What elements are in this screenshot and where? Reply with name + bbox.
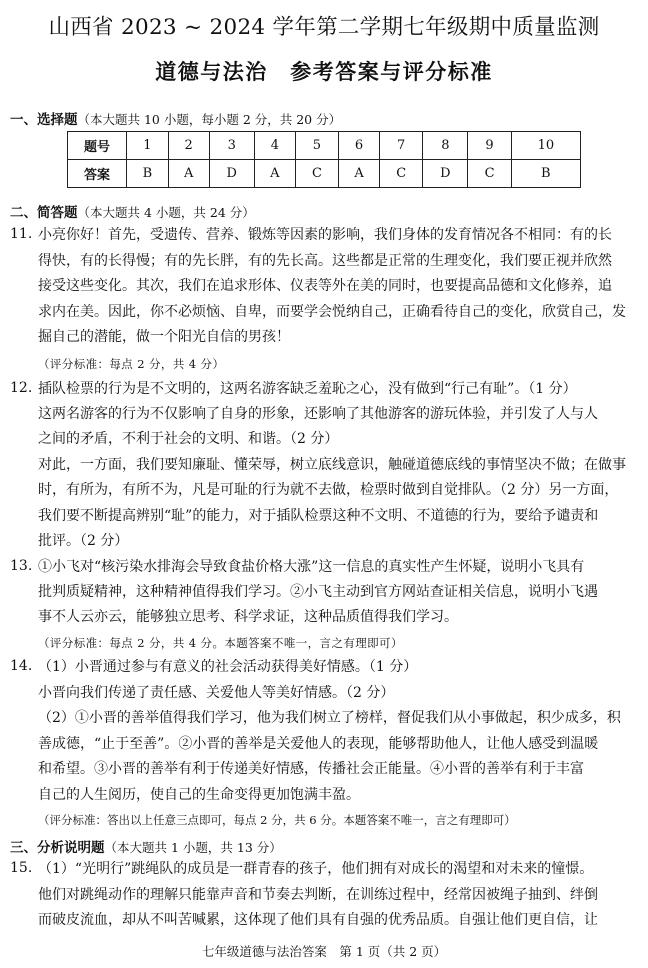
q14-line: 小晋向我们传递了责任感、关爱他人等美好情感。（2 分） [38, 685, 395, 701]
page-footer: 七年级道德与法治答案 第 1 页（共 2 页） [201, 944, 447, 959]
q13-criteria: （评分标准：每点 2 分，共 4 分。本题答案不唯一，言之有理即可） [38, 636, 403, 650]
q11-line: 掘自己的潜能，做一个阳光自信的男孩！ [38, 329, 290, 345]
question-12-number: 12. [10, 380, 33, 396]
answer-row [68, 160, 581, 188]
row-header-answer: 答案 [68, 160, 127, 188]
q11-line: 得快，有的长得慢；有的先长胖，有的先长高。这些都是正常的生理变化，我们要正视并欣然 [38, 253, 612, 269]
question-13-number: 13. [10, 558, 33, 574]
answer-cell: D [423, 160, 468, 188]
question-number-row [68, 132, 581, 160]
section-3-heading [10, 836, 282, 856]
answer-table [67, 131, 581, 188]
question-number-cell: 9 [468, 132, 511, 160]
q12-line: 时，有所为，有所不为，凡是可耻的行为就不去做，检票时做到自觉排队。（2 分）另一方面， [38, 482, 619, 498]
question-number-cell: 5 [295, 132, 338, 160]
q12-line: 插队检票的行为是不文明的，这两名游客缺乏羞恥之心，没有做到“行己有耻”。（1 分） [38, 381, 577, 397]
question-number-cell: 8 [423, 132, 468, 160]
q13-line: ①小飞对“核污染水排海会导致食盐价格大涨”这一信息的真实性产生怀疑，说明小飞具有 [38, 559, 585, 575]
q14-line: （1）小晋通过参与有意义的社会活动获得美好情感。（1 分） [38, 659, 418, 675]
q14-line: 自己的人生阅历，使自己的生命变得更加饱满丰盈。 [38, 787, 360, 803]
answer-cell: B [511, 160, 580, 188]
answer-cell: A [168, 160, 209, 188]
q11-criteria: （评分标准：每点 2 分，共 4 分） [38, 357, 225, 371]
exam-title: 山西省 2023 ~ 2024 学年第二学期七年级期中质量监测 [48, 15, 600, 40]
row-header-number: 题号 [68, 132, 127, 160]
q11-line: 接受这些变化。其次，我们在追求形体、仪表等外在美的同时，也要提高品德和文化修养，追 [38, 278, 612, 294]
section-2-heading [10, 201, 255, 221]
document-subtitle: 道德与法治 参考答案与评分标准 [155, 60, 493, 84]
q15-line: 他们对跳绳动作的理解只能靠声音和节奏去判断，在训练过程中，经常因被绳子抽到、绊倒 [38, 887, 598, 903]
question-number-cell: 3 [209, 132, 254, 160]
answer-cell: C [380, 160, 423, 188]
section-1-label: 一、选择题 [10, 112, 78, 128]
answer-cell: C [468, 160, 511, 188]
answer-cell: C [295, 160, 338, 188]
section-1-heading [10, 108, 341, 128]
q13-line: 批判质疑精神，这种精神值得我们学习。②小飞主动到官方网站查证相关信息，说明小飞遇 [38, 584, 598, 600]
q15-line: 而破皮流血，却从不叫苦喊累，这体现了他们具有自强的优秀品质。自强让他们更自信，让 [38, 912, 598, 928]
q12-line: 之间的矛盾，不利于社会的文明、和谐。（2 分） [38, 431, 339, 447]
answer-cell: B [127, 160, 169, 188]
q14-line: （2）①小晋的善举值得我们学习，他为我们树立了榜样，督促我们从小事做起，积少成多，积 [38, 710, 621, 726]
question-11-number: 11. [10, 226, 33, 242]
q14-criteria: （评分标准：答出以上任意三点即可，每点 2 分，共 6 分。本题答案不唯一，言之有理即可） [38, 813, 516, 827]
q14-line: 善成德，“止于至善”。②小晋的善举是关爱他人的表现，能够帮助他人，让他人感受到温暖 [38, 736, 599, 752]
question-number-cell: 2 [168, 132, 209, 160]
q11-line: 求内在美。因此，你不必烦恼、自卑，而要学会悦纳自己，正确看待自己的变化，欣赏自己，发 [38, 304, 626, 320]
answer-cell: D [209, 160, 254, 188]
question-number-cell: 1 [127, 132, 169, 160]
section-2-label: 二、简答题 [10, 205, 78, 221]
q12-line: 对此，一方面，我们要知廉耻、懂荣辱，树立底线意识，触碰道德底线的事情坚决不做；在做事 [38, 457, 626, 473]
section-1-note: （本大题共 10 小题，每小题 2 分，共 20 分） [77, 112, 342, 127]
section-3-label: 三、分析说明题 [10, 840, 105, 856]
question-14-number: 14. [10, 658, 33, 674]
q11-line: 小亮你好！首先，受遗传、营养、锻炼等因素的影响，我们身体的发育情况各不相同：有的长 [38, 227, 612, 243]
section-2-note: （本大题共 4 小题，共 24 分） [77, 205, 255, 220]
question-number-cell: 6 [339, 132, 380, 160]
answer-cell: A [254, 160, 295, 188]
q12-line: 批评。（2 分） [38, 533, 129, 549]
question-number-cell: 10 [511, 132, 580, 160]
question-15-number: 15. [10, 860, 33, 876]
q13-line: 事不人云亦云，能够独立思考、科学求证，这种品质值得我们学习。 [38, 609, 458, 625]
q14-line: 和希望。③小晋的善举有利于传递美好情感，传播社会正能量。④小晋的善举有利于丰富 [38, 761, 584, 777]
q12-line: 我们要不断提高辨别“耻”的能力，对于插队检票这种不文明、不道德的行为，要给予谴责和 [38, 508, 599, 524]
q12-line: 这两名游客的行为不仅影响了自身的形象，还影响了其他游客的游玩体验，并引发了人与人 [38, 406, 598, 422]
section-3-note: （本大题共 1 小题，共 13 分） [104, 840, 282, 855]
question-number-cell: 4 [254, 132, 295, 160]
q15-line: （1）“光明行”跳绳队的成员是一群青春的孩子，他们拥有对成长的渴望和对未来的憧憬。 [38, 861, 594, 877]
question-number-cell: 7 [380, 132, 423, 160]
answer-cell: A [339, 160, 380, 188]
